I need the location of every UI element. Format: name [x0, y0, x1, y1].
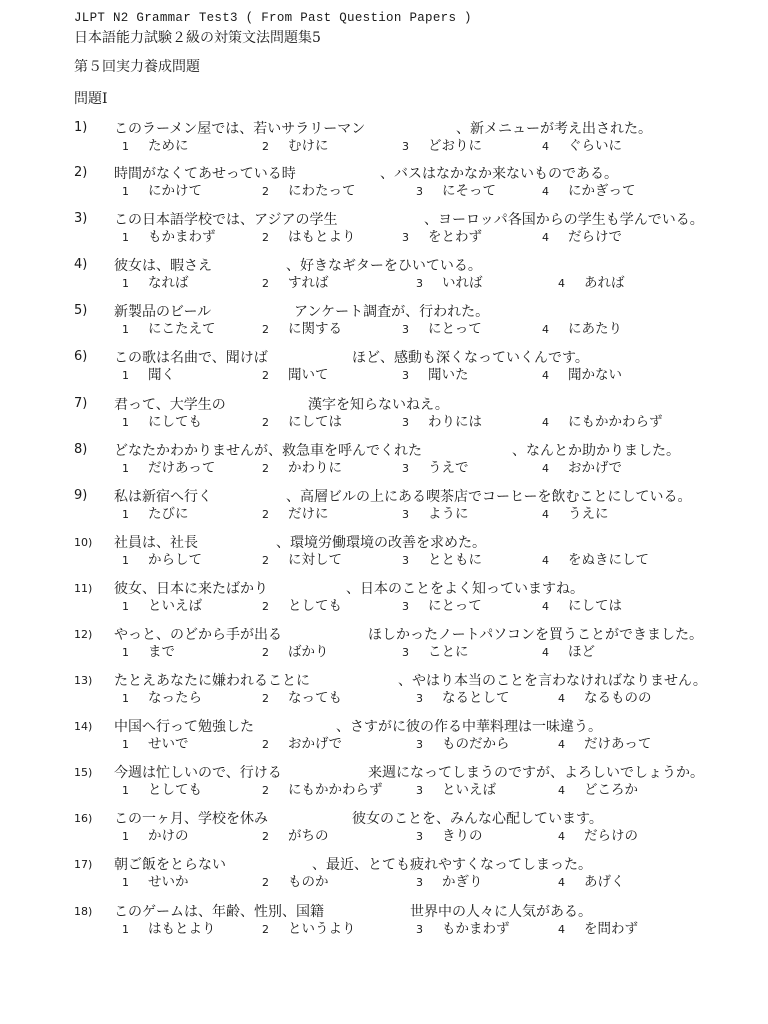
stem-after: 、なんとか助かりました。	[512, 443, 680, 459]
answer-choices	[114, 413, 754, 431]
choice-4[interactable]: 4 を問わず	[558, 921, 638, 937]
section-title: 第５回実力養成問題	[74, 59, 200, 75]
stem-before: 彼女、日本に来たばかり	[114, 581, 268, 597]
question-stem	[114, 903, 754, 921]
stem-after: 彼女のことを、みんな心配しています。	[352, 811, 603, 827]
question-number: 13)	[74, 674, 93, 687]
stem-before: たとえあなたに嫌われることに	[114, 673, 310, 689]
choice-3[interactable]: 3 ことに	[402, 644, 469, 660]
choice-3[interactable]: 3 かぎり	[416, 874, 483, 890]
choice-1[interactable]: 1 といえば	[122, 598, 202, 614]
choice-4[interactable]: 4 だらけの	[558, 828, 638, 844]
stem-before: 朝ご飯をとらない	[114, 857, 226, 873]
choice-2[interactable]: 2 というより	[262, 921, 356, 937]
question-stem	[114, 764, 754, 782]
stem-after: 世界中の人々に人気がある。	[410, 904, 592, 920]
answer-choices	[114, 597, 754, 615]
stem-before: やっと、のどから手が出る	[114, 627, 282, 643]
question-number: 7)	[74, 396, 88, 411]
answer-choices	[114, 920, 754, 938]
question-number: 11)	[74, 582, 93, 595]
choice-2[interactable]: 2 かわりに	[262, 460, 342, 476]
stem-after: 、環境労働環境の改善を求めた。	[276, 535, 486, 551]
choice-2[interactable]: 2 ものか	[262, 874, 329, 890]
choice-2[interactable]: 2 はもとより	[262, 229, 356, 245]
choice-3[interactable]: 3 をとわず	[402, 229, 482, 245]
question-number: 18)	[74, 905, 93, 918]
question-2	[74, 165, 754, 207]
answer-choices	[114, 643, 754, 661]
question-stem	[114, 488, 754, 506]
question-stem	[114, 672, 754, 690]
question-stem	[114, 626, 754, 644]
choice-1[interactable]: 1 としても	[122, 782, 202, 798]
choice-1[interactable]: 1 からして	[122, 552, 202, 568]
answer-choices	[114, 551, 754, 569]
question-stem	[114, 810, 754, 828]
question-number: 6)	[74, 349, 88, 364]
choice-4[interactable]: 4 だけあって	[558, 736, 652, 752]
stem-before: 君って、大学生の	[114, 397, 226, 413]
choice-2[interactable]: 2 むけに	[262, 138, 329, 154]
choice-3[interactable]: 3 といえば	[416, 782, 496, 798]
question-stem	[114, 211, 754, 229]
question-stem	[114, 165, 754, 183]
answer-choices	[114, 137, 754, 155]
answer-choices	[114, 873, 754, 891]
choice-2[interactable]: 2 ばかり	[262, 644, 329, 660]
choice-1[interactable]: 1 かけの	[122, 828, 189, 844]
choice-4[interactable]: 4 聞かない	[542, 367, 622, 383]
choice-3[interactable]: 3 ものだから	[416, 736, 510, 752]
choice-1[interactable]: 1 なれば	[122, 275, 189, 291]
choice-1[interactable]: 1 にこたえて	[122, 321, 216, 337]
question-15	[74, 764, 754, 806]
stem-before: このラーメン屋では、若いサラリーマン	[114, 121, 366, 137]
question-number: 16)	[74, 812, 93, 825]
stem-after: 、好きなギターをひいている。	[286, 258, 482, 274]
stem-before: この日本語学校では、アジアの学生	[114, 212, 338, 228]
question-9	[74, 488, 754, 530]
answer-choices	[114, 781, 754, 799]
question-11	[74, 580, 754, 622]
question-number: 9)	[74, 488, 88, 503]
question-number: 1)	[74, 120, 88, 135]
stem-after: 、バスはなかなか来ないものである。	[380, 166, 618, 182]
question-stem	[114, 120, 754, 138]
choice-3[interactable]: 3 にとって	[402, 598, 482, 614]
question-10	[74, 534, 754, 576]
answer-choices	[114, 827, 754, 845]
choice-1[interactable]: 1 にしても	[122, 414, 202, 430]
mondai-label: 問題I	[74, 91, 108, 107]
stem-after: 、ヨーロッパ各国からの学生も学んでいる。	[424, 212, 704, 228]
choice-4[interactable]: 4 うえに	[542, 506, 609, 522]
choice-1[interactable]: 1 にかけて	[122, 183, 202, 199]
question-number: 5)	[74, 303, 88, 318]
answer-choices	[114, 228, 754, 246]
question-stem	[114, 580, 754, 598]
question-4	[74, 257, 754, 299]
choice-1[interactable]: 1 せいで	[122, 736, 189, 752]
choice-2[interactable]: 2 おかげで	[262, 736, 342, 752]
question-stem	[114, 257, 754, 275]
choice-2[interactable]: 2 に関する	[262, 321, 342, 337]
choice-4[interactable]: 4 どころか	[558, 782, 638, 798]
choice-1[interactable]: 1 せいか	[122, 874, 189, 890]
answer-choices	[114, 320, 754, 338]
question-stem	[114, 442, 754, 460]
question-number: 12)	[74, 628, 93, 641]
choice-3[interactable]: 3 にそって	[416, 183, 496, 199]
choice-2[interactable]: 2 がちの	[262, 828, 329, 844]
question-number: 10)	[74, 536, 93, 549]
question-8	[74, 442, 754, 484]
answer-choices	[114, 274, 754, 292]
answer-choices	[114, 459, 754, 477]
question-number: 15)	[74, 766, 93, 779]
question-1	[74, 120, 754, 162]
question-stem	[114, 856, 754, 874]
stem-after: 、新メニューが考え出された。	[456, 121, 652, 137]
question-number: 3)	[74, 211, 88, 226]
choice-1[interactable]: 1 ために	[122, 138, 189, 154]
question-stem	[114, 534, 754, 552]
stem-after: 漢字を知らないねえ。	[308, 397, 449, 413]
choice-3[interactable]: 3 わりには	[402, 414, 482, 430]
choice-4[interactable]: 4 だらけで	[542, 229, 622, 245]
choice-1[interactable]: 1 たびに	[122, 506, 189, 522]
stem-after: アンケート調査が、行われた。	[294, 304, 490, 320]
question-stem	[114, 396, 754, 414]
stem-before: 新製品のビール	[114, 304, 212, 320]
choice-4[interactable]: 4 あげく	[558, 874, 625, 890]
choice-2[interactable]: 2 にしては	[262, 414, 342, 430]
choice-2[interactable]: 2 にわたって	[262, 183, 356, 199]
question-14	[74, 718, 754, 760]
stem-before: 私は新宿へ行く	[114, 489, 212, 505]
stem-before: 社員は、社長	[114, 535, 198, 551]
answer-choices	[114, 366, 754, 384]
stem-after: 、日本のことをよく知っていますね。	[346, 581, 584, 597]
choice-4[interactable]: 4 をぬきにして	[542, 552, 649, 568]
question-18	[74, 903, 754, 945]
stem-after: ほしかったノートパソコンを買うことができました。	[368, 627, 704, 643]
answer-choices	[114, 689, 754, 707]
choice-3[interactable]: 3 ように	[402, 506, 469, 522]
choice-2[interactable]: 2 にもかかわらず	[262, 782, 383, 798]
choice-4[interactable]: 4 あれば	[558, 275, 625, 291]
choice-1[interactable]: 1 なったら	[122, 690, 202, 706]
question-3	[74, 211, 754, 253]
choice-4[interactable]: 4 おかげで	[542, 460, 622, 476]
choice-4[interactable]: 4 にもかかわらず	[542, 414, 663, 430]
choice-3[interactable]: 3 聞いた	[402, 367, 469, 383]
choice-4[interactable]: 4 ほど	[542, 644, 595, 660]
stem-after: 来週になってしまうのですが、よろしいでしょうか。	[368, 765, 704, 781]
english-title: JLPT N2 Grammar Test3 ( From Past Question Papers )	[74, 11, 472, 25]
choice-1[interactable]: 1 だけあって	[122, 460, 216, 476]
choice-1[interactable]: 1 まで	[122, 644, 175, 660]
stem-before: このゲームは、年齢、性別、国籍	[114, 904, 324, 920]
question-number: 17)	[74, 858, 93, 871]
question-number: 4)	[74, 257, 88, 272]
choice-4[interactable]: 4 にかぎって	[542, 183, 636, 199]
choice-4[interactable]: 4 にあたり	[542, 321, 622, 337]
question-6	[74, 349, 754, 391]
question-number: 8)	[74, 442, 88, 457]
choice-3[interactable]: 3 にとって	[402, 321, 482, 337]
question-number: 2)	[74, 165, 88, 180]
choice-3[interactable]: 3 うえで	[402, 460, 469, 476]
choice-4[interactable]: 4 にしては	[542, 598, 622, 614]
choice-4[interactable]: 4 なるものの	[558, 690, 652, 706]
choice-2[interactable]: 2 だけに	[262, 506, 329, 522]
choice-3[interactable]: 3 きりの	[416, 828, 483, 844]
stem-before: 時間がなくてあせっている時	[114, 166, 296, 182]
stem-after: 、最近、とても疲れやすくなってしまった。	[312, 857, 592, 873]
japanese-title: 日本語能力試験２級の対策文法問題集5	[74, 30, 321, 46]
stem-before: 今週は忙しいので、行ける	[114, 765, 282, 781]
question-13	[74, 672, 754, 714]
stem-after: 、さすがに彼の作る中華料理は一味違う。	[336, 719, 602, 735]
choice-3[interactable]: 3 とともに	[402, 552, 482, 568]
stem-after: 、高層ビルの上にある喫茶店でコーヒーを飲むことにしている。	[286, 489, 692, 505]
choice-2[interactable]: 2 聞いて	[262, 367, 329, 383]
choice-2[interactable]: 2 すれば	[262, 275, 329, 291]
question-number: 14)	[74, 720, 93, 733]
choice-4[interactable]: 4 ぐらいに	[542, 138, 622, 154]
choice-2[interactable]: 2 としても	[262, 598, 342, 614]
choice-1[interactable]: 1 はもとより	[122, 921, 216, 937]
question-17	[74, 856, 754, 898]
question-12	[74, 626, 754, 668]
stem-before: どなたかわかりませんが、救急車を呼んでくれた	[114, 443, 422, 459]
stem-before: この一ヶ月、学校を休み	[114, 811, 268, 827]
question-5	[74, 303, 754, 345]
stem-after: 、やはり本当のことを言わなければなりません。	[398, 673, 707, 689]
answer-choices	[114, 735, 754, 753]
stem-before: 彼女は、暇さえ	[114, 258, 212, 274]
question-16	[74, 810, 754, 852]
choice-2[interactable]: 2 なっても	[262, 690, 342, 706]
answer-choices	[114, 182, 754, 200]
choice-1[interactable]: 1 聞く	[122, 367, 175, 383]
stem-before: 中国へ行って勉強した	[114, 719, 254, 735]
question-stem	[114, 718, 754, 736]
question-7	[74, 396, 754, 438]
choice-3[interactable]: 3 もかまわず	[416, 921, 510, 937]
choice-2[interactable]: 2 に対して	[262, 552, 342, 568]
question-stem	[114, 303, 754, 321]
answer-choices	[114, 505, 754, 523]
question-stem	[114, 349, 754, 367]
choice-1[interactable]: 1 もかまわず	[122, 229, 216, 245]
choice-3[interactable]: 3 なるとして	[416, 690, 510, 706]
stem-before: この歌は名曲で、聞けば	[114, 350, 268, 366]
choice-3[interactable]: 3 いれば	[416, 275, 483, 291]
stem-after: ほど、感動も深くなっていくんです。	[352, 350, 589, 366]
choice-3[interactable]: 3 どおりに	[402, 138, 482, 154]
